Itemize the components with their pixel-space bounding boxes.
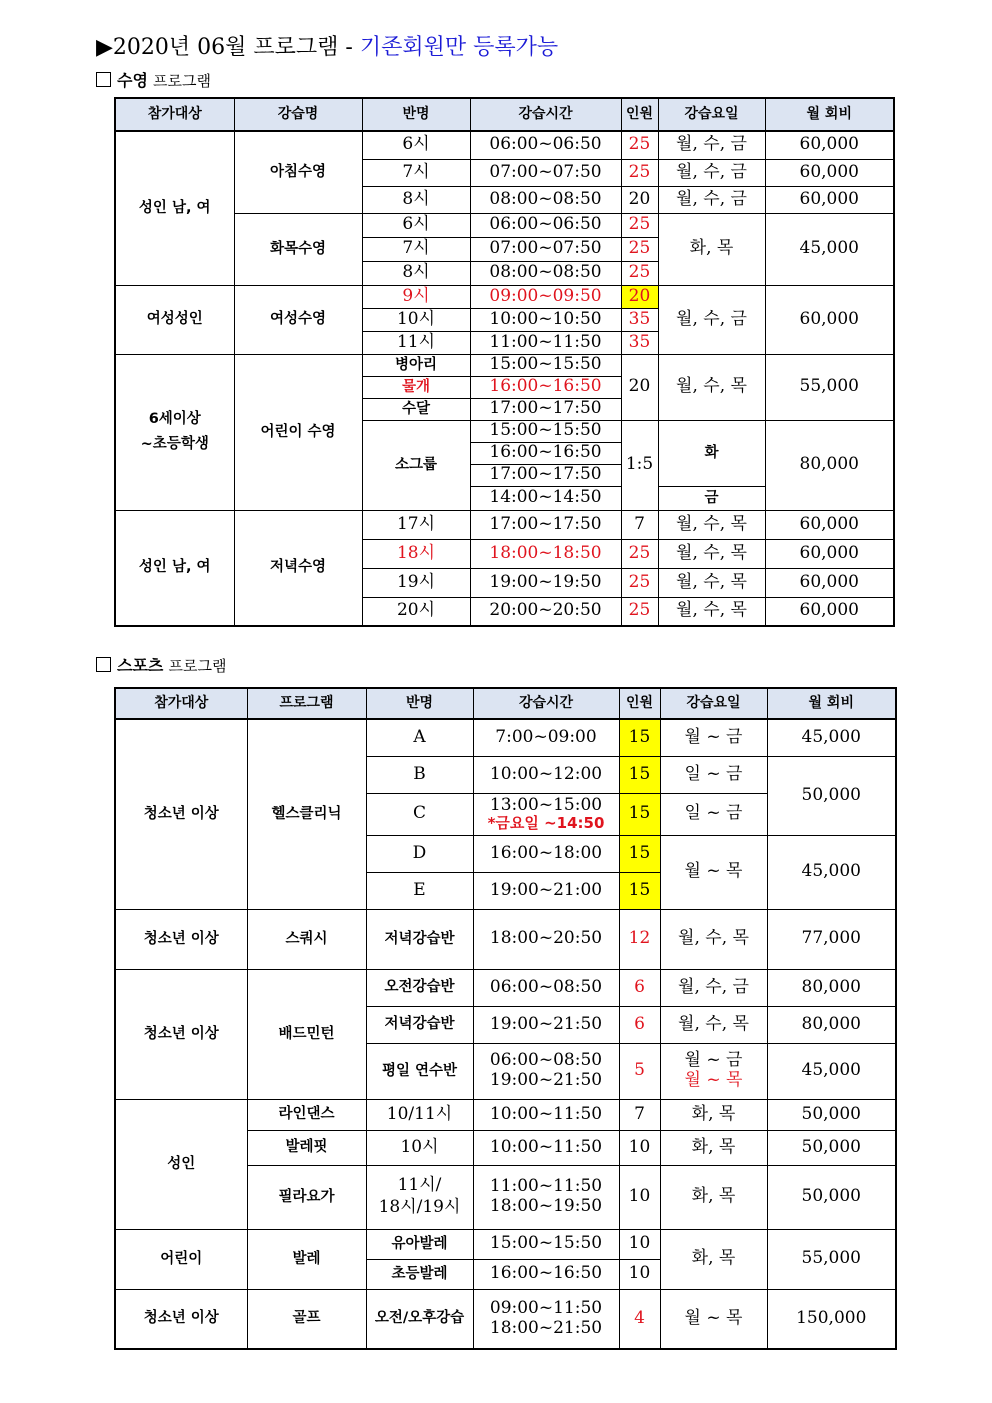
capacity-cell: 35 <box>621 308 658 331</box>
days-cell: 화, 목 <box>660 1130 767 1165</box>
days-cell: 월 ~ 금 <box>660 719 767 756</box>
fee-cell: 60,000 <box>765 539 894 568</box>
time-cell: 06:00~08:50 19:00~21:50 <box>473 1043 619 1099</box>
time-cell: 17:00~17:50 <box>470 464 621 486</box>
program-cell: 발레핏 <box>247 1130 366 1165</box>
fee-cell: 80,000 <box>765 420 894 510</box>
class-cell: 저녁강습반 <box>366 909 473 969</box>
capacity-cell: 25 <box>621 131 658 159</box>
table-row <box>115 1099 896 1130</box>
time-cell: 16:00~18:00 <box>473 835 619 872</box>
program-cell: 배드민턴 <box>247 969 366 1099</box>
class-cell: B <box>366 756 473 793</box>
capacity-cell: 4 <box>619 1289 660 1349</box>
table-row <box>115 354 894 376</box>
table-row <box>115 510 894 539</box>
header-capacity: 인원 <box>621 98 658 131</box>
class-cell: 물개 <box>362 376 470 398</box>
time-cell: 18:00~18:50 <box>470 539 621 568</box>
program-cell: 골프 <box>247 1289 366 1349</box>
days-cell: 화, 목 <box>660 1099 767 1130</box>
time-cell: 11:00~11:50 <box>470 331 621 354</box>
header-course: 강습명 <box>234 98 362 131</box>
fee-cell: 60,000 <box>765 510 894 539</box>
class-cell: 6시 <box>362 131 470 159</box>
table-row <box>115 1289 896 1349</box>
time-cell: 15:00~15:50 <box>473 1229 619 1259</box>
fee-cell: 45,000 <box>767 1043 896 1099</box>
time-cell: 10:00~11:50 <box>473 1099 619 1130</box>
table-header-row <box>115 688 896 719</box>
course-cell: 아침수영 <box>234 131 362 213</box>
time-cell: 13:00~15:00 *금요일 ~14:50 <box>473 793 619 835</box>
fee-cell: 77,000 <box>767 909 896 969</box>
capacity-cell: 25 <box>621 261 658 285</box>
table-row <box>115 131 894 159</box>
class-cell: 병아리 <box>362 354 470 376</box>
class-cell: 10/11시 <box>366 1099 473 1130</box>
fee-cell: 45,000 <box>767 719 896 756</box>
days-cell: 화, 목 <box>658 213 765 285</box>
class-cell: 8시 <box>362 261 470 285</box>
days-cell: 월, 수, 금 <box>658 186 765 213</box>
target-cell: 어린이 <box>115 1229 247 1289</box>
time-cell: 7:00~09:00 <box>473 719 619 756</box>
capacity-cell: 15 <box>619 719 660 756</box>
program-cell: 헬스클리닉 <box>247 719 366 909</box>
header-time: 강습시간 <box>473 688 619 719</box>
fee-cell: 60,000 <box>765 568 894 597</box>
days-cell: 월, 수, 금 <box>658 159 765 186</box>
time-cell: 08:00~08:50 <box>470 186 621 213</box>
days-cell: 월, 수, 목 <box>660 909 767 969</box>
fee-cell: 60,000 <box>765 131 894 159</box>
class-cell: 저녁강습반 <box>366 1006 473 1043</box>
class-cell: 10시 <box>362 308 470 331</box>
class-cell: A <box>366 719 473 756</box>
time-cell: 19:00~21:00 <box>473 872 619 909</box>
capacity-cell: 10 <box>619 1130 660 1165</box>
days-cell: 월 ~ 목 <box>660 835 767 909</box>
time-cell: 07:00~07:50 <box>470 237 621 261</box>
fee-cell: 80,000 <box>767 969 896 1006</box>
table-row <box>115 719 896 756</box>
class-cell: 18시 <box>362 539 470 568</box>
days-cell: 월, 수, 목 <box>658 539 765 568</box>
fee-cell: 50,000 <box>767 1165 896 1229</box>
target-cell: 성인 남, 여 <box>115 510 234 626</box>
target-cell: 청소년 이상 <box>115 719 247 909</box>
header-target: 참가대상 <box>115 98 234 131</box>
swim-section-heading: 수영 프로그램 <box>96 68 211 91</box>
header-program: 프로그램 <box>247 688 366 719</box>
days-cell: 월, 수, 금 <box>660 969 767 1006</box>
program-cell: 필라요가 <box>247 1165 366 1229</box>
class-cell: 소그룹 <box>362 420 470 510</box>
header-class: 반명 <box>362 98 470 131</box>
swim-program-table <box>114 97 895 627</box>
class-cell: 19시 <box>362 568 470 597</box>
target-cell: 청소년 이상 <box>115 969 247 1099</box>
capacity-cell: 15 <box>619 872 660 909</box>
capacity-cell: 6 <box>619 1006 660 1043</box>
time-cell: 14:00~14:50 <box>470 486 621 510</box>
header-class: 반명 <box>366 688 473 719</box>
capacity-cell: 6 <box>619 969 660 1006</box>
table-header-row <box>115 98 894 131</box>
class-cell: E <box>366 872 473 909</box>
class-cell: 9시 <box>362 285 470 308</box>
days-cell: 월, 수, 목 <box>658 354 765 420</box>
class-cell: 8시 <box>362 186 470 213</box>
days-cell: 월, 수, 금 <box>658 285 765 354</box>
time-cell: 18:00~20:50 <box>473 909 619 969</box>
capacity-cell: 1:5 <box>621 420 658 510</box>
days-cell: 월, 수, 목 <box>660 1006 767 1043</box>
capacity-cell: 25 <box>621 237 658 261</box>
table-row <box>115 1229 896 1259</box>
capacity-cell: 25 <box>621 539 658 568</box>
days-cell: 월 ~ 금 월 ~ 목 <box>660 1043 767 1099</box>
fee-cell: 45,000 <box>767 835 896 909</box>
class-cell: 7시 <box>362 237 470 261</box>
class-cell: 11시/ 18시/19시 <box>366 1165 473 1229</box>
fee-cell: 50,000 <box>767 756 896 835</box>
time-cell: 19:00~21:50 <box>473 1006 619 1043</box>
time-cell: 09:00~09:50 <box>470 285 621 308</box>
time-cell: 15:00~15:50 <box>470 354 621 376</box>
capacity-cell: 12 <box>619 909 660 969</box>
days-cell: 월 ~ 목 <box>660 1289 767 1349</box>
class-cell: 평일 연수반 <box>366 1043 473 1099</box>
capacity-cell: 10 <box>619 1165 660 1229</box>
time-cell: 19:00~19:50 <box>470 568 621 597</box>
capacity-cell: 15 <box>619 793 660 835</box>
capacity-cell: 15 <box>619 756 660 793</box>
class-cell: 오전강습반 <box>366 969 473 1006</box>
capacity-cell: 15 <box>619 835 660 872</box>
capacity-cell: 10 <box>619 1259 660 1289</box>
table-row <box>115 969 896 1006</box>
days-cell: 화, 목 <box>660 1229 767 1289</box>
time-cell: 16:00~16:50 <box>470 376 621 398</box>
time-cell: 20:00~20:50 <box>470 597 621 626</box>
time-cell: 16:00~16:50 <box>473 1259 619 1289</box>
table-row <box>115 285 894 308</box>
time-cell: 06:00~08:50 <box>473 969 619 1006</box>
fee-cell: 45,000 <box>765 213 894 285</box>
header-fee: 월 회비 <box>765 98 894 131</box>
capacity-cell: 7 <box>621 510 658 539</box>
class-cell: 20시 <box>362 597 470 626</box>
class-cell: 6시 <box>362 213 470 237</box>
capacity-cell: 20 <box>621 285 658 308</box>
fee-cell: 55,000 <box>767 1229 896 1289</box>
days-cell: 금 <box>658 486 765 510</box>
class-cell: 수달 <box>362 398 470 420</box>
target-cell: 성인 <box>115 1099 247 1229</box>
capacity-cell: 20 <box>621 354 658 420</box>
program-cell: 스쿼시 <box>247 909 366 969</box>
class-cell: C <box>366 793 473 835</box>
capacity-cell: 5 <box>619 1043 660 1099</box>
target-cell: 6세이상 ~초등학생 <box>115 354 234 510</box>
class-cell: D <box>366 835 473 872</box>
time-cell: 11:00~11:50 18:00~19:50 <box>473 1165 619 1229</box>
registration-note: 기존회원만 등록가능 <box>359 35 559 60</box>
header-days: 강습요일 <box>658 98 765 131</box>
program-cell: 라인댄스 <box>247 1099 366 1130</box>
time-cell: 07:00~07:50 <box>470 159 621 186</box>
fee-cell: 80,000 <box>767 1006 896 1043</box>
header-days: 강습요일 <box>660 688 767 719</box>
course-cell: 여성수영 <box>234 285 362 354</box>
time-cell: 16:00~16:50 <box>470 442 621 464</box>
fee-cell: 60,000 <box>765 597 894 626</box>
time-cell: 10:00~11:50 <box>473 1130 619 1165</box>
header-target: 참가대상 <box>115 688 247 719</box>
header-capacity: 인원 <box>619 688 660 719</box>
checkbox-icon <box>96 657 111 672</box>
class-cell: 11시 <box>362 331 470 354</box>
capacity-cell: 25 <box>621 568 658 597</box>
course-cell: 저녁수영 <box>234 510 362 626</box>
days-cell: 월, 수, 목 <box>658 568 765 597</box>
days-cell: 화, 목 <box>660 1165 767 1229</box>
capacity-cell: 20 <box>621 186 658 213</box>
header-time: 강습시간 <box>470 98 621 131</box>
days-cell: 일 ~ 금 <box>660 756 767 793</box>
capacity-cell: 10 <box>619 1229 660 1259</box>
time-cell: 17:00~17:50 <box>470 398 621 420</box>
target-cell: 여성성인 <box>115 285 234 354</box>
course-cell: 화목수영 <box>234 213 362 285</box>
fee-cell: 55,000 <box>765 354 894 420</box>
fee-cell: 50,000 <box>767 1099 896 1130</box>
class-cell: 초등발레 <box>366 1259 473 1289</box>
course-cell: 어린이 수영 <box>234 354 362 510</box>
fee-cell: 60,000 <box>765 159 894 186</box>
target-cell: 청소년 이상 <box>115 1289 247 1349</box>
time-cell: 09:00~11:50 18:00~21:50 <box>473 1289 619 1349</box>
time-cell: 08:00~08:50 <box>470 261 621 285</box>
program-cell: 발레 <box>247 1229 366 1289</box>
fee-cell: 60,000 <box>765 285 894 354</box>
days-cell: 일 ~ 금 <box>660 793 767 835</box>
time-cell: 15:00~15:50 <box>470 420 621 442</box>
target-cell: 성인 남, 여 <box>115 131 234 285</box>
capacity-cell: 35 <box>621 331 658 354</box>
sports-section-heading: 스포츠 프로그램 <box>96 653 226 676</box>
days-cell: 월, 수, 금 <box>658 131 765 159</box>
target-cell: 청소년 이상 <box>115 909 247 969</box>
class-cell: 유아발레 <box>366 1229 473 1259</box>
capacity-cell: 7 <box>619 1099 660 1130</box>
sports-program-table <box>114 687 897 1350</box>
days-cell: 월, 수, 목 <box>658 510 765 539</box>
capacity-cell: 25 <box>621 597 658 626</box>
class-cell: 7시 <box>362 159 470 186</box>
time-cell: 06:00~06:50 <box>470 213 621 237</box>
class-cell: 17시 <box>362 510 470 539</box>
header-fee: 월 회비 <box>767 688 896 719</box>
fee-cell: 150,000 <box>767 1289 896 1349</box>
time-cell: 10:00~12:00 <box>473 756 619 793</box>
days-cell: 화 <box>658 420 765 486</box>
table-row <box>115 909 896 969</box>
capacity-cell: 25 <box>621 213 658 237</box>
time-cell: 17:00~17:50 <box>470 510 621 539</box>
time-cell: 10:00~10:50 <box>470 308 621 331</box>
fee-cell: 50,000 <box>767 1130 896 1165</box>
fee-cell: 60,000 <box>765 186 894 213</box>
page-title: ▶2020년 06월 프로그램 - 기존회원만 등록가능 <box>96 35 559 60</box>
capacity-cell: 25 <box>621 159 658 186</box>
checkbox-icon <box>96 72 111 87</box>
days-cell: 월, 수, 목 <box>658 597 765 626</box>
class-cell: 10시 <box>366 1130 473 1165</box>
time-cell: 06:00~06:50 <box>470 131 621 159</box>
class-cell: 오전/오후강습 <box>366 1289 473 1349</box>
